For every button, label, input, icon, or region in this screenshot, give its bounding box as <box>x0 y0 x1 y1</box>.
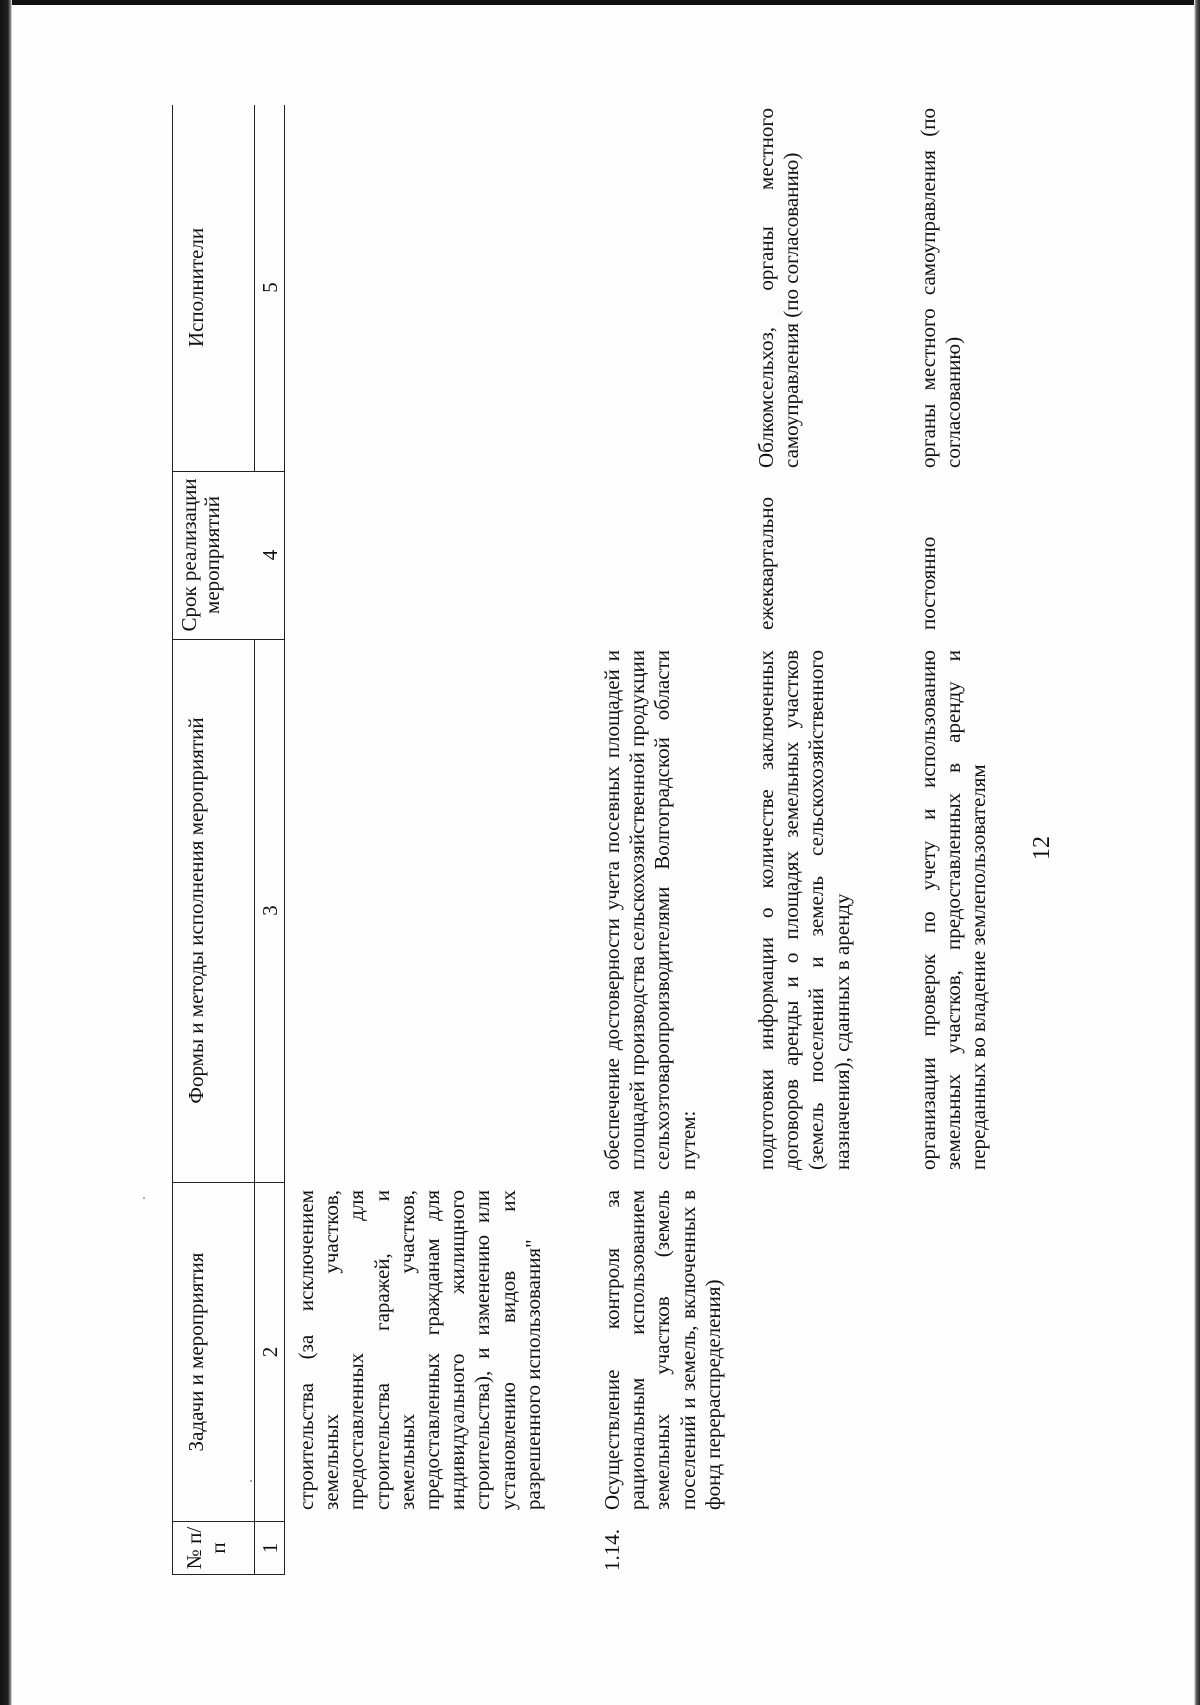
table-left-border <box>172 1574 285 1575</box>
column-divider <box>172 471 285 472</box>
column-number: 3 <box>258 905 282 916</box>
header-methods: Формы и методы исполнения мероприятий <box>184 717 208 1104</box>
header-number: № п/п <box>182 1526 231 1570</box>
scan-speck <box>143 1197 145 1199</box>
header-executors: Исполнители <box>184 227 208 348</box>
scan-edge-right <box>1194 0 1200 1705</box>
method-term: постоянно <box>916 536 940 630</box>
scan-edge-left <box>0 0 12 1705</box>
method-text: организации проверок по учету и использованию земельных участков, предоставленных в аренду и переданных во владение землепользователям <box>916 650 991 1170</box>
rotated-page-content <box>170 105 1075 1575</box>
column-number: 1 <box>258 1542 282 1554</box>
header-term: Срок реализации мероприятий <box>177 478 225 632</box>
item-methods-intro: обеспечение достоверности учета посевных площадей и площадей производства сельскохозяйственной продукции сельхозтоваропроизводителями Волгоградской области путем: <box>600 650 700 1170</box>
method-text: подготовки информации о количестве заключенных договоров аренды и о площадях земельных участков (земель поселений и земель сельскохозяйственного назначения), сданных в аренду <box>754 650 854 1170</box>
column-divider <box>172 639 285 640</box>
scan-edge-top <box>0 0 1200 5</box>
column-number: 4 <box>258 549 282 561</box>
method-term: ежеквартально <box>754 497 778 630</box>
previous-item-continuation: строительства (за исключением земельных участков, предоставленных для строительства гаражей, и земельных участков, предоставленных гражданам для индивидуального жилищного строительства), и изменению или установлению видов их разрешенного использования" <box>294 1190 545 1510</box>
column-number: 5 <box>258 282 282 293</box>
header-number-row-divider <box>254 640 255 1575</box>
page-number: 12 <box>1029 836 1055 860</box>
table-top-border <box>172 105 173 1575</box>
table-bottom-border <box>284 105 285 1575</box>
item-task: Осуществление контроля за рациональным использованием земельных участков (земель поселений и земель, включенных в фонд перераспределения) <box>600 1190 725 1510</box>
method-executors: Облкомсельхоз, органы местного самоуправления (по согласованию) <box>754 108 804 468</box>
header-tasks: Задачи и мероприятия <box>184 1252 208 1452</box>
header-number-row-divider <box>254 105 255 472</box>
column-number: 2 <box>258 1346 282 1358</box>
item-number: 1.14. <box>600 1529 624 1571</box>
column-divider <box>172 1182 285 1183</box>
column-divider <box>172 1521 285 1522</box>
method-executors: органы местного самоуправления (по согласованию) <box>916 108 966 468</box>
